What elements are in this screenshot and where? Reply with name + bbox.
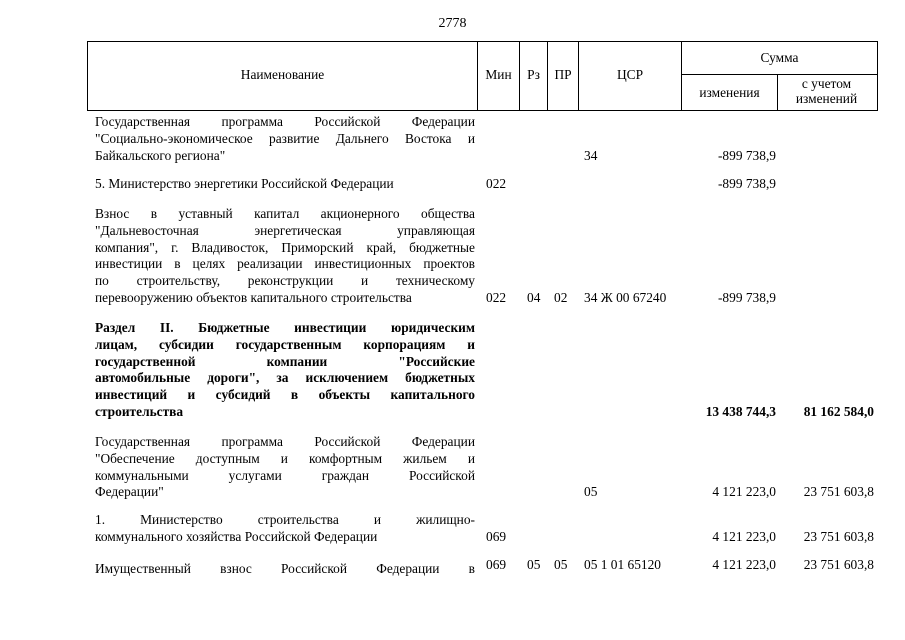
header-csr: ЦСР (616, 67, 644, 82)
row-name: Взнос в уставный капитал акционерного общества "Дальневосточная энергетическая управляющая компания", г. Владивосток, Приморский край, бюджетные инвестиции в целях реализации инвестиционных проектов по строительству, реконструкции и техническому перевооружению объектов капитального строительства (95, 206, 475, 305)
header-min: Мин (485, 67, 512, 82)
header-change: изменения (699, 85, 760, 100)
row-min: 022 (486, 290, 507, 305)
row-min: 069 (486, 557, 507, 572)
row-csr: 05 1 01 65120 (584, 557, 661, 572)
row-total: 81 162 584,0 (803, 404, 874, 419)
row-total: 23 751 603,8 (803, 484, 874, 499)
section-title: Раздел II. Бюджетные инвестиции юридическим лицам, субсидии государственным корпорациям и государственной компании "Российские автомобильные дороги", за исключением бюджетных инвестиций и субсидий в объекты капитального строительства (95, 320, 475, 419)
row-name: 1. Министерство строительства и жилищно- коммунального хозяйства Российской Федерации (95, 512, 475, 544)
row-change: -899 738,9 (717, 290, 776, 305)
row-csr: 34 Ж 00 67240 (584, 290, 667, 305)
row-name: Имущественный взнос Российской Федерации в (95, 561, 475, 576)
header-name: Наименование (240, 67, 325, 82)
row-change: 4 121 223,0 (712, 484, 776, 499)
row-change: -899 738,9 (717, 148, 776, 163)
row-csr: 05 (584, 484, 598, 499)
header-with-changes: с учетом изменений (795, 76, 858, 106)
header-pr: ПР (554, 67, 572, 82)
row-pr: 05 (554, 557, 568, 572)
row-total: 23 751 603,8 (803, 557, 874, 572)
page-number: 2778 (438, 16, 467, 31)
header-rz: Рз (527, 67, 540, 82)
row-change: 4 121 223,0 (712, 557, 776, 572)
row-min: 022 (486, 176, 507, 191)
row-total: 23 751 603,8 (803, 529, 874, 544)
row-change: 13 438 744,3 (705, 404, 776, 419)
row-name: 5. Министерство энергетики Российской Федерации (95, 176, 394, 191)
row-min: 069 (486, 529, 507, 544)
row-rz: 04 (527, 290, 541, 305)
row-change: 4 121 223,0 (712, 529, 776, 544)
row-rz: 05 (527, 557, 541, 572)
row-change: -899 738,9 (717, 176, 776, 191)
header-sum: Сумма (760, 50, 799, 65)
row-pr: 02 (554, 290, 568, 305)
row-csr: 34 (584, 148, 598, 163)
row-name: Государственная программа Российской Федерации "Социально-экономическое развитие Дальнего Востока и Байкальского региона" (95, 114, 475, 163)
row-name: Государственная программа Российской Федерации "Обеспечение доступным и комфортным жильем и коммунальными услугами граждан Российской Федерации" (95, 434, 475, 500)
